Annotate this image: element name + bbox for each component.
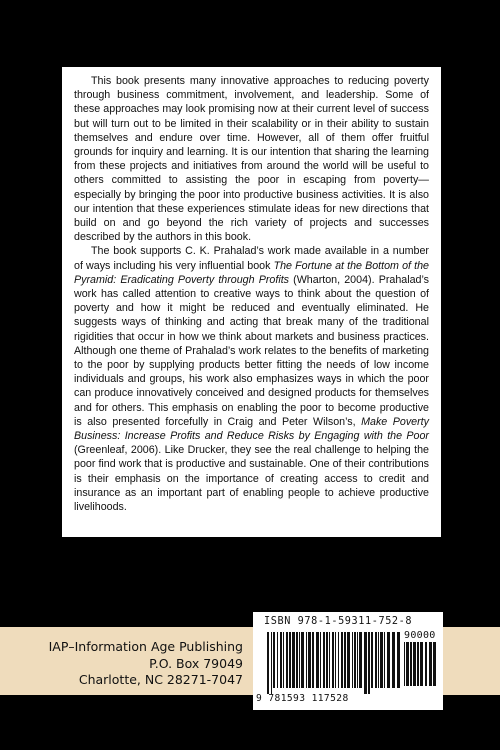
barcode-bar (378, 632, 379, 688)
barcode-bar (299, 632, 300, 688)
barcode-bar (387, 632, 390, 688)
barcode-bar (420, 642, 423, 686)
barcode-bar (406, 642, 409, 686)
barcode-bar (433, 642, 436, 686)
barcode-bar (413, 642, 416, 686)
back-cover-blurb (62, 67, 441, 537)
barcode-bar (429, 642, 432, 686)
ean-digits: 9 781593 117528 (256, 693, 349, 704)
barcode-bar (332, 632, 334, 688)
barcode-bar (352, 632, 353, 688)
barcode-bar (323, 632, 325, 688)
barcode-bar (404, 642, 405, 686)
barcode-bar (338, 632, 339, 688)
barcode-bar (368, 632, 370, 694)
barcode-bar (392, 632, 395, 688)
barcode-bar (371, 632, 373, 688)
publisher-name: IAP–Information Age Publishing (48, 639, 243, 654)
barcode-bar (316, 632, 319, 688)
barcode-bar (292, 632, 295, 688)
barcode-bar (344, 632, 346, 688)
barcode-bar (359, 632, 362, 688)
barcode-bar (375, 632, 377, 688)
barcode-bar (306, 632, 307, 688)
addon-barcode-bars (404, 642, 438, 694)
barcode-bar (326, 632, 328, 688)
blurb-paragraph-1: This book presents many innovative approaches to reducing poverty through business commitment, involvement, and leadership. Some of these approaches may look promising now at their current level of success but will turn out to be limited in their scalability or in their ability to sustain themselves and endure over time. However, all of them offer fruitful grounds for inquiry and learning. It is our intention that sharing the learning from these projects and initiatives from around the world will be useful to others committed to assisting the poor in escaping from poverty—especially by bringing the poor into productive business activities. It is also our intention that these experiences stimulate ideas for new directions that build on and go beyond the rich variety of projects and successes described by the authors in this book. (74, 75, 429, 244)
barcode-bar (271, 632, 272, 694)
isbn-label: ISBN 978-1-59311-752-8 (264, 616, 413, 627)
barcode-bar (283, 632, 284, 688)
publisher-address (49, 639, 243, 689)
barcode-bar (273, 632, 275, 688)
barcode-bar (289, 632, 291, 688)
barcode-bar (312, 632, 314, 688)
blurb-text: (Greenleaf, 2006). Like Drucker, they see the real challenge to helping the poor find work that is productive and sustainable. One of their contributions is their emphasis on the importance of creating access to credit and insurance as an important part of enabling people to achieve productive livelihoods. (74, 444, 429, 514)
barcode-bar (296, 632, 298, 688)
barcode-bar (425, 642, 427, 686)
publisher-po-box: P.O. Box 79049 (149, 655, 243, 671)
barcode-bar (286, 632, 288, 688)
barcode-bar (277, 632, 278, 688)
barcode-bar (267, 632, 269, 694)
barcode-bar (380, 632, 383, 688)
barcode-bar (347, 632, 350, 688)
barcode-bar (329, 632, 330, 688)
barcode-bar (357, 632, 358, 688)
publisher-city: Charlotte, NC 28271-7047 (78, 672, 243, 687)
barcode-bar (280, 632, 282, 688)
barcode-bar (308, 632, 311, 688)
price-code-label: 90000 (404, 630, 436, 641)
ean-barcode-bars (267, 632, 401, 694)
barcode-bar (417, 642, 419, 686)
blurb-text: The book supports C. K. Prahalad’s work made available in a number of ways including his very influential book (74, 245, 429, 272)
book-title-fortune: The Fortune at the Bottom of the Pyramid: Eradicating Poverty through Profits (74, 259, 429, 286)
barcode-bar (410, 642, 412, 686)
blurb-text: (Wharton, 2004). Prahalad’s work has called attention to creative ways to think about the question of poverty and how it might be reduced and eventually eliminated. He suggests ways of thinking and acting that break many of the traditional rigidities that occur in how we think about markets and business practices. Although one theme of Prahalad’s work relates to the benefits of marketing to the poor by supplying products better fitting the needs of low income individuals and groups, his work also emphasizes ways in which the poor can produce innovatively conceived and designed products for themselves and for others. This emphasis on enabling the poor to become productive is also presented forcefully in Craig and Peter Wilson’s, (74, 273, 429, 428)
isbn-barcode (253, 612, 443, 710)
barcode-bar (335, 632, 336, 688)
barcode-bar (301, 632, 304, 688)
barcode-bar (384, 632, 385, 688)
barcode-bar (320, 632, 321, 688)
barcode-bar (354, 632, 356, 688)
barcode-bar (397, 632, 400, 688)
barcode-bar (364, 632, 367, 694)
barcode-bar (341, 632, 343, 688)
blurb-paragraph-2 (74, 244, 429, 514)
book-title-make-poverty-business: Make Poverty Business: Increase Profits and Reduce Risks by Engaging with the Poor (74, 415, 429, 443)
